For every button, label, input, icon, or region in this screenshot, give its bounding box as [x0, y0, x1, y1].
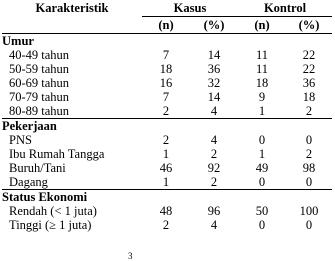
case-pct-cell: 4 [210, 104, 218, 118]
table-row [2, 133, 332, 147]
section-title-occupation: Pekerjaan [2, 119, 332, 134]
control-n-header: (n) [238, 17, 286, 34]
row-label: Dagang [9, 175, 48, 189]
case-pct-cell: 2 [210, 147, 218, 161]
case-pct-cell: 14 [207, 48, 221, 62]
control-pct-cell: 22 [302, 62, 316, 76]
control-n-cell: 9 [258, 90, 266, 104]
control-n-cell: 11 [255, 48, 269, 62]
case-group-header: Kasus [142, 0, 238, 17]
row-label: 50-59 tahun [9, 62, 70, 76]
case-pct-cell: 96 [207, 204, 221, 218]
case-n-cell: 2 [162, 133, 170, 147]
characteristics-table [2, 0, 332, 232]
case-n-cell: 2 [162, 104, 170, 118]
page-number: 3 [128, 251, 133, 261]
control-n-cell: 50 [255, 204, 269, 218]
characteristic-subheader-blank [2, 17, 142, 34]
control-pct-cell: 18 [302, 90, 316, 104]
case-n-header: (n) [142, 17, 190, 34]
control-pct-cell: 100 [299, 204, 319, 218]
table-row [2, 204, 332, 218]
row-label: Ibu Rumah Tangga [9, 147, 105, 161]
case-n-cell: 7 [162, 90, 170, 104]
control-n-cell: 0 [258, 133, 266, 147]
case-n-cell: 1 [162, 147, 170, 161]
control-n-cell: 1 [258, 104, 266, 118]
case-n-cell: 7 [162, 48, 170, 62]
table-row [2, 175, 332, 190]
table-row [2, 76, 332, 90]
case-n-cell: 48 [159, 204, 173, 218]
row-label: 60-69 tahun [9, 76, 70, 90]
table-row [2, 62, 332, 76]
characteristic-header: Karakteristik [35, 1, 109, 16]
control-pct-header: (%) [286, 17, 332, 34]
row-label: 70-79 tahun [9, 90, 70, 104]
row-label: Buruh/Tani [9, 161, 66, 175]
control-pct-cell: 22 [302, 48, 316, 62]
control-n-cell: 0 [258, 218, 266, 232]
table-row [2, 48, 332, 62]
case-pct-cell: 32 [207, 76, 221, 90]
case-n-cell: 2 [162, 218, 170, 232]
table-row [2, 104, 332, 119]
control-n-cell: 0 [258, 175, 266, 189]
table-row [2, 218, 332, 232]
section-title-age: Umur [2, 34, 34, 48]
row-label: Tinggi (≥ 1 juta) [9, 218, 92, 232]
table-row [2, 161, 332, 175]
control-pct-cell: 0 [305, 133, 313, 147]
row-label: Rendah (< 1 juta) [9, 204, 97, 218]
control-n-cell: 18 [255, 76, 269, 90]
control-n-cell: 11 [255, 62, 269, 76]
case-n-cell: 1 [162, 175, 170, 189]
row-label: 80-89 tahun [9, 104, 70, 118]
case-pct-cell: 4 [210, 133, 218, 147]
case-n-cell: 16 [159, 76, 173, 90]
table-row [2, 147, 332, 161]
control-pct-cell: 2 [305, 104, 313, 118]
row-label: 40-49 tahun [9, 48, 70, 62]
case-pct-cell: 2 [210, 175, 218, 189]
control-pct-cell: 2 [305, 147, 313, 161]
case-n-cell: 18 [159, 62, 173, 76]
table-row [2, 90, 332, 104]
case-pct-cell: 14 [207, 90, 221, 104]
control-pct-cell: 0 [305, 175, 313, 189]
case-n-cell: 46 [159, 161, 173, 175]
control-pct-cell: 98 [302, 161, 316, 175]
case-pct-cell: 4 [210, 218, 218, 232]
control-n-cell: 1 [258, 147, 266, 161]
case-pct-cell: 36 [207, 62, 221, 76]
section-title-economic-status: Status Ekonomi [2, 190, 332, 205]
control-n-cell: 49 [255, 161, 269, 175]
control-pct-cell: 36 [302, 76, 316, 90]
control-pct-cell: 0 [305, 218, 313, 232]
case-pct-cell: 92 [207, 161, 221, 175]
control-group-header: Kontrol [238, 0, 332, 17]
case-pct-header: (%) [190, 17, 238, 34]
row-label: PNS [9, 133, 32, 147]
